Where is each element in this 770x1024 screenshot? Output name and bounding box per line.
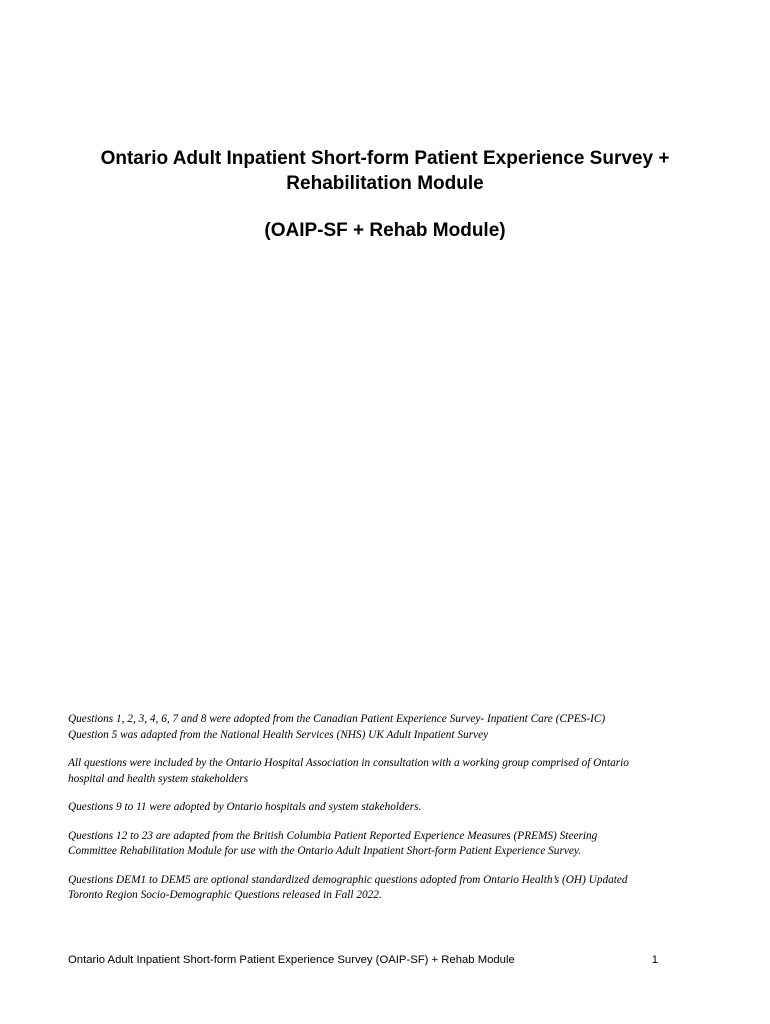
note-questions-9-11 [68,800,708,816]
note-demographics [68,873,708,904]
note-line: Committee Rehabilitation Module for use with the Ontario Adult Inpatient Short-form Patient Experience Survey. [68,845,582,857]
note-line: Question 5 was adapted from the National Health Services (NHS) UK Adult Inpatient Survey [68,728,489,741]
title-line-2: Rehabilitation Module [286,173,484,194]
note-oha [68,756,708,787]
note-line: Questions 12 to 23 are adapted from the British Columbia Patient Reported Experience Measures (PREMS) Steering [68,829,598,842]
source-notes [68,712,708,917]
note-questions-12-23 [68,829,708,860]
note-line: All questions were included by the Ontario Hospital Association in consultation with a working group comprised of Ontario [68,757,629,769]
page-number: 1 [651,954,658,966]
note-line: Questions DEM1 to DEM5 are optional standardized demographic questions adopted from Ontario Health’s (OH) Updated [68,873,628,886]
footer-title: Ontario Adult Inpatient Short-form Patient Experience Survey (OAIP-SF) + Rehab Module [68,954,515,966]
document-title [0,146,770,196]
note-line: Questions 9 to 11 were adopted by Ontario hospitals and system stakeholders. [68,801,422,813]
note-line: hospital and health system stakeholders [68,772,249,785]
document-subtitle: (OAIP-SF + Rehab Module) [264,220,506,241]
note-line: Questions 1, 2, 3, 4, 6, 7 and 8 were adopted from the Canadian Patient Experience Survey- Inpatient Care (CPES-IC) [68,713,606,725]
note-line: Toronto Region Socio-Demographic Questions released in Fall 2022. [68,889,382,901]
title-line-1: Ontario Adult Inpatient Short-form Patient Experience Survey + [100,148,670,169]
note-cpes-ic [68,712,708,743]
